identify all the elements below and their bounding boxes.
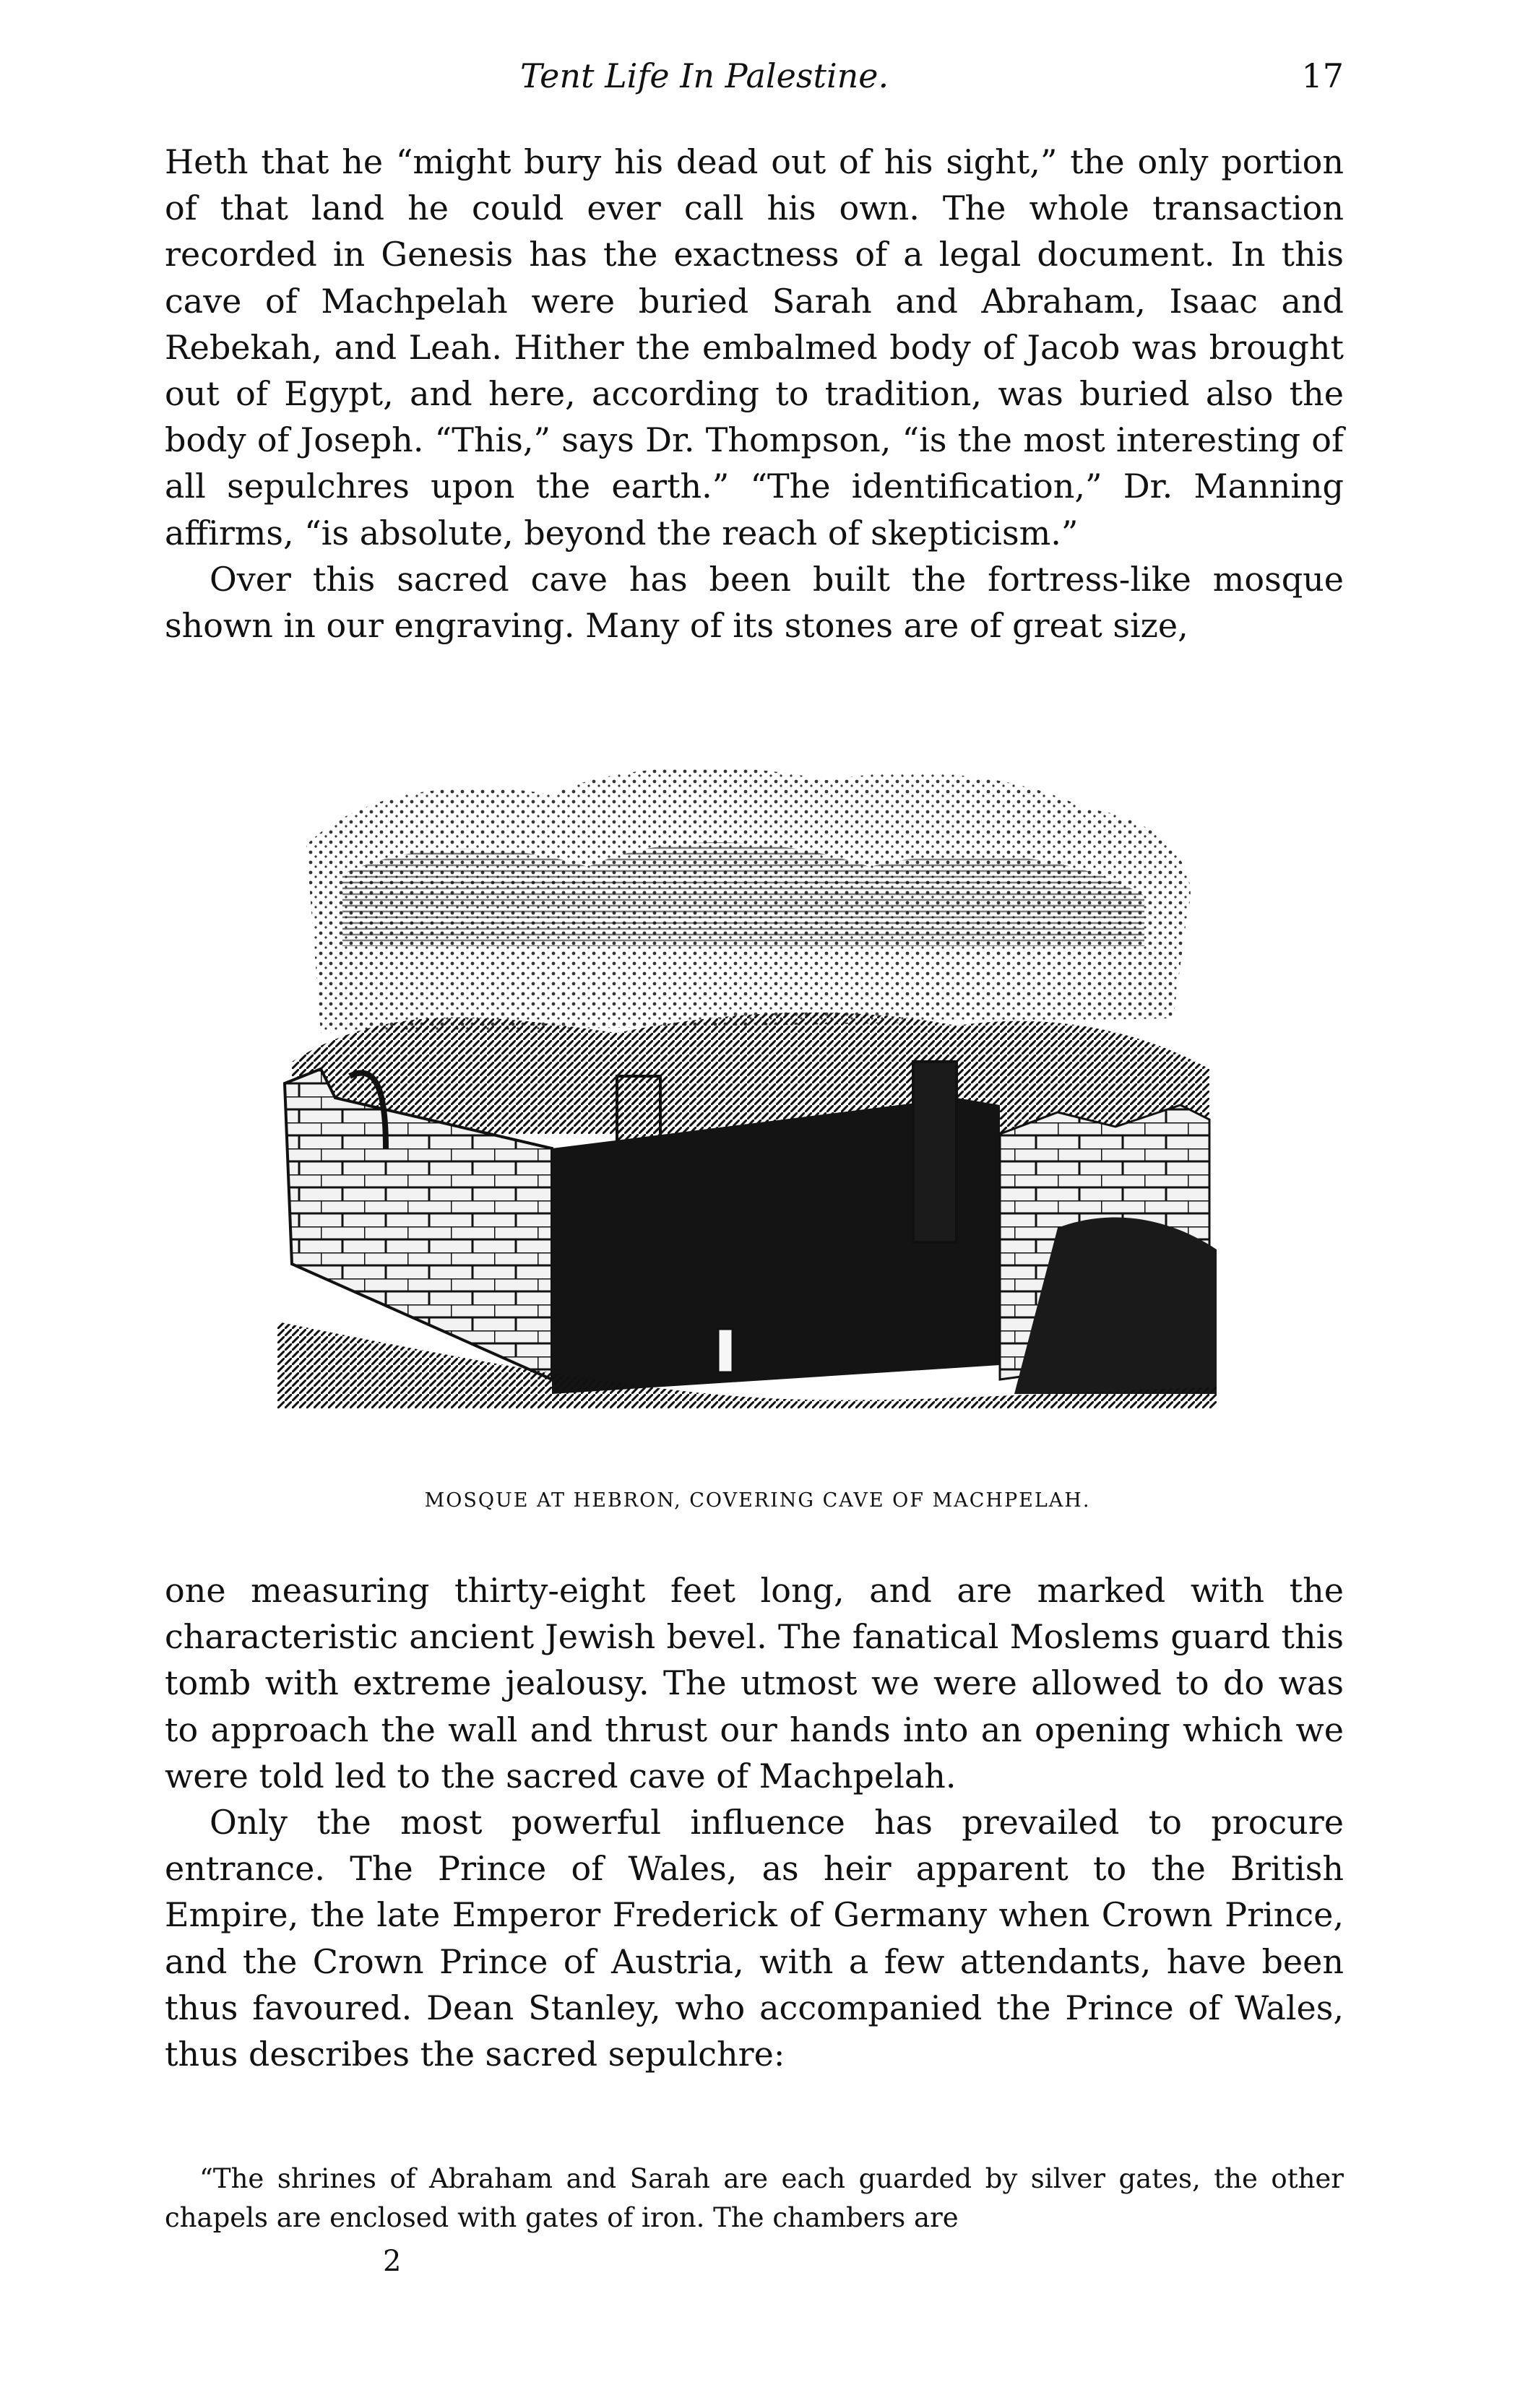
mosque-engraving <box>277 758 1224 1408</box>
figure-caption: MOSQUE AT HEBRON, COVERING CAVE OF MACHPELAH. <box>424 1489 1091 1512</box>
page-number: 17 <box>1301 56 1344 95</box>
signature-mark: 2 <box>383 2245 402 2278</box>
running-head <box>520 56 1344 107</box>
figure <box>277 758 1224 1473</box>
block-quote: “The shrines of Abraham and Sarah are each guarded by silver gates, the other chapels are enclosed with gates of iron. The chambers are <box>165 2163 1344 2233</box>
running-title: Tent Life In Palestine. <box>520 56 889 95</box>
text-block-top <box>165 139 1344 649</box>
paragraph: Heth that he “might bury his dead out of his sight,” the only portion of that land he could ever call his own. The whole transaction recorded in Genesis has the exactness of a legal document. In this cave of Machpelah were buried Sarah and Abraham, Isaac and Rebekah, and Leah. Hither the embalmed body of Jacob was brought out of Egypt, and here, according to tradition, was buried also the body of Joseph. “This,” says Dr. Thompson, “is the most interesting of all sepulchres upon the earth.” “The identification,” Dr. Manning affirms, “is absolute, beyond the reach of skepticism.” <box>165 142 1344 553</box>
text-block-bottom <box>165 1567 1344 2077</box>
paragraph: one measuring thirty-eight feet long, and are marked with the characteristic ancient Jewish bevel. The fanatical Moslems guard this tomb with extreme jealousy. The utmost we were allowed to do was to approach the wall and thrust our hands into an opening which we were told led to the sacred cave of Machpelah. <box>165 1571 1344 1796</box>
paragraph: Over this sacred cave has been built the fortress-like mosque shown in our engraving. Many of its stones are of great size, <box>165 559 1344 646</box>
paragraph: Only the most powerful influence has prevailed to procure entrance. The Prince of Wales, as heir apparent to the British Empire, the late Emperor Frederick of Germany when Crown Prince, and the Crown Prince of Austria, with a few attendants, have been thus favoured. Dean Stanley, who accompanied the Prince of Wales, thus describes the sacred sepulchre: <box>165 1803 1344 2074</box>
